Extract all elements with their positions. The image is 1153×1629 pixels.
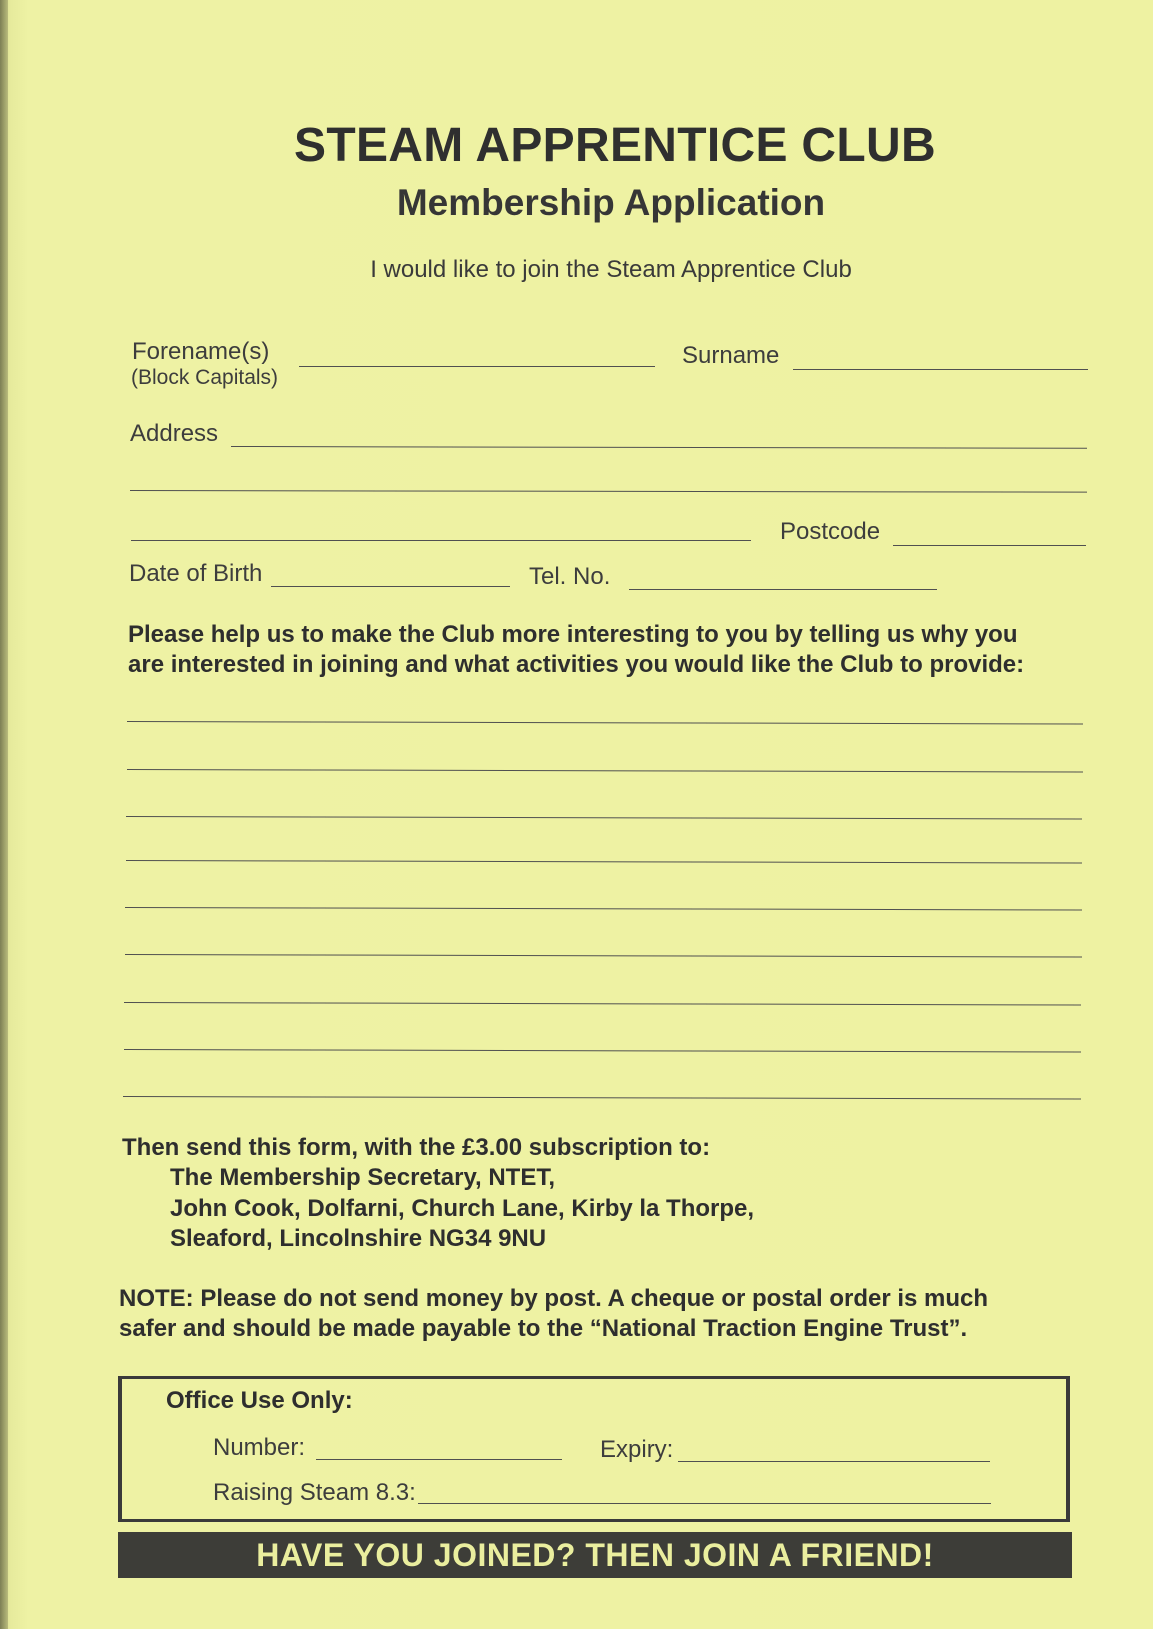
- office-expiry-field[interactable]: [678, 1461, 990, 1462]
- postcode-label: Postcode: [780, 518, 881, 545]
- send-instruction: Then send this form, with the £3.00 subscription to:: [122, 1134, 711, 1161]
- address-line-2[interactable]: [130, 490, 1087, 493]
- office-number-field[interactable]: [316, 1459, 562, 1460]
- office-use-heading: Office Use Only:: [166, 1387, 353, 1414]
- interests-prompt-line1: Please help us to make the Club more interesting to you by telling us why you: [128, 621, 1018, 648]
- tel-field[interactable]: [629, 589, 937, 590]
- interests-line-4[interactable]: [126, 860, 1082, 864]
- address-label: Address: [130, 420, 219, 447]
- forename-field[interactable]: [299, 366, 655, 367]
- page-spine: [0, 0, 8, 1629]
- send-address-line3: Sleaford, Lincolnshire NG34 9NU: [170, 1225, 547, 1252]
- raising-steam-label: Raising Steam 8.3:: [213, 1479, 416, 1506]
- join-friend-banner: [118, 1532, 1072, 1578]
- address-line-1[interactable]: [231, 446, 1087, 449]
- dob-label: Date of Birth: [129, 560, 263, 587]
- raising-steam-field[interactable]: [418, 1503, 991, 1504]
- surname-label: Surname: [682, 342, 780, 369]
- interests-line-3[interactable]: [126, 816, 1082, 820]
- send-address-line2: John Cook, Dolfarni, Church Lane, Kirby la Thorpe,: [170, 1195, 755, 1222]
- forename-label: Forename(s): [132, 338, 270, 365]
- postcode-field[interactable]: [893, 545, 1086, 546]
- interests-line-8[interactable]: [124, 1049, 1081, 1053]
- send-address-line1: The Membership Secretary, NTET,: [170, 1164, 556, 1191]
- interests-line-6[interactable]: [125, 954, 1082, 958]
- interests-line-1[interactable]: [127, 721, 1083, 725]
- interests-line-2[interactable]: [127, 769, 1083, 773]
- forename-note: (Block Capitals): [131, 366, 279, 389]
- interests-line-7[interactable]: [124, 1002, 1081, 1006]
- interests-line-9[interactable]: [123, 1096, 1081, 1100]
- tel-label: Tel. No.: [529, 563, 611, 590]
- office-number-label: Number:: [213, 1434, 306, 1461]
- form-subtitle: Membership Application: [396, 182, 826, 223]
- interests-prompt-line2: are interested in joining and what activities you would like the Club to provide:: [128, 651, 1025, 678]
- address-line-3[interactable]: [131, 540, 751, 541]
- note-line1: NOTE: Please do not send money by post. A cheque or postal order is much: [119, 1285, 989, 1312]
- surname-field[interactable]: [793, 369, 1088, 370]
- intro-text: I would like to join the Steam Apprentice Club: [370, 256, 852, 283]
- dob-field[interactable]: [271, 586, 510, 587]
- office-use-box: [118, 1376, 1070, 1522]
- banner-text: HAVE YOU JOINED? THEN JOIN A FRIEND!: [256, 1537, 934, 1573]
- form-title: STEAM APPRENTICE CLUB: [294, 119, 936, 172]
- interests-line-5[interactable]: [125, 907, 1082, 911]
- note-line2: safer and should be made payable to the “National Traction Engine Trust”.: [119, 1315, 968, 1342]
- office-expiry-label: Expiry:: [600, 1436, 674, 1463]
